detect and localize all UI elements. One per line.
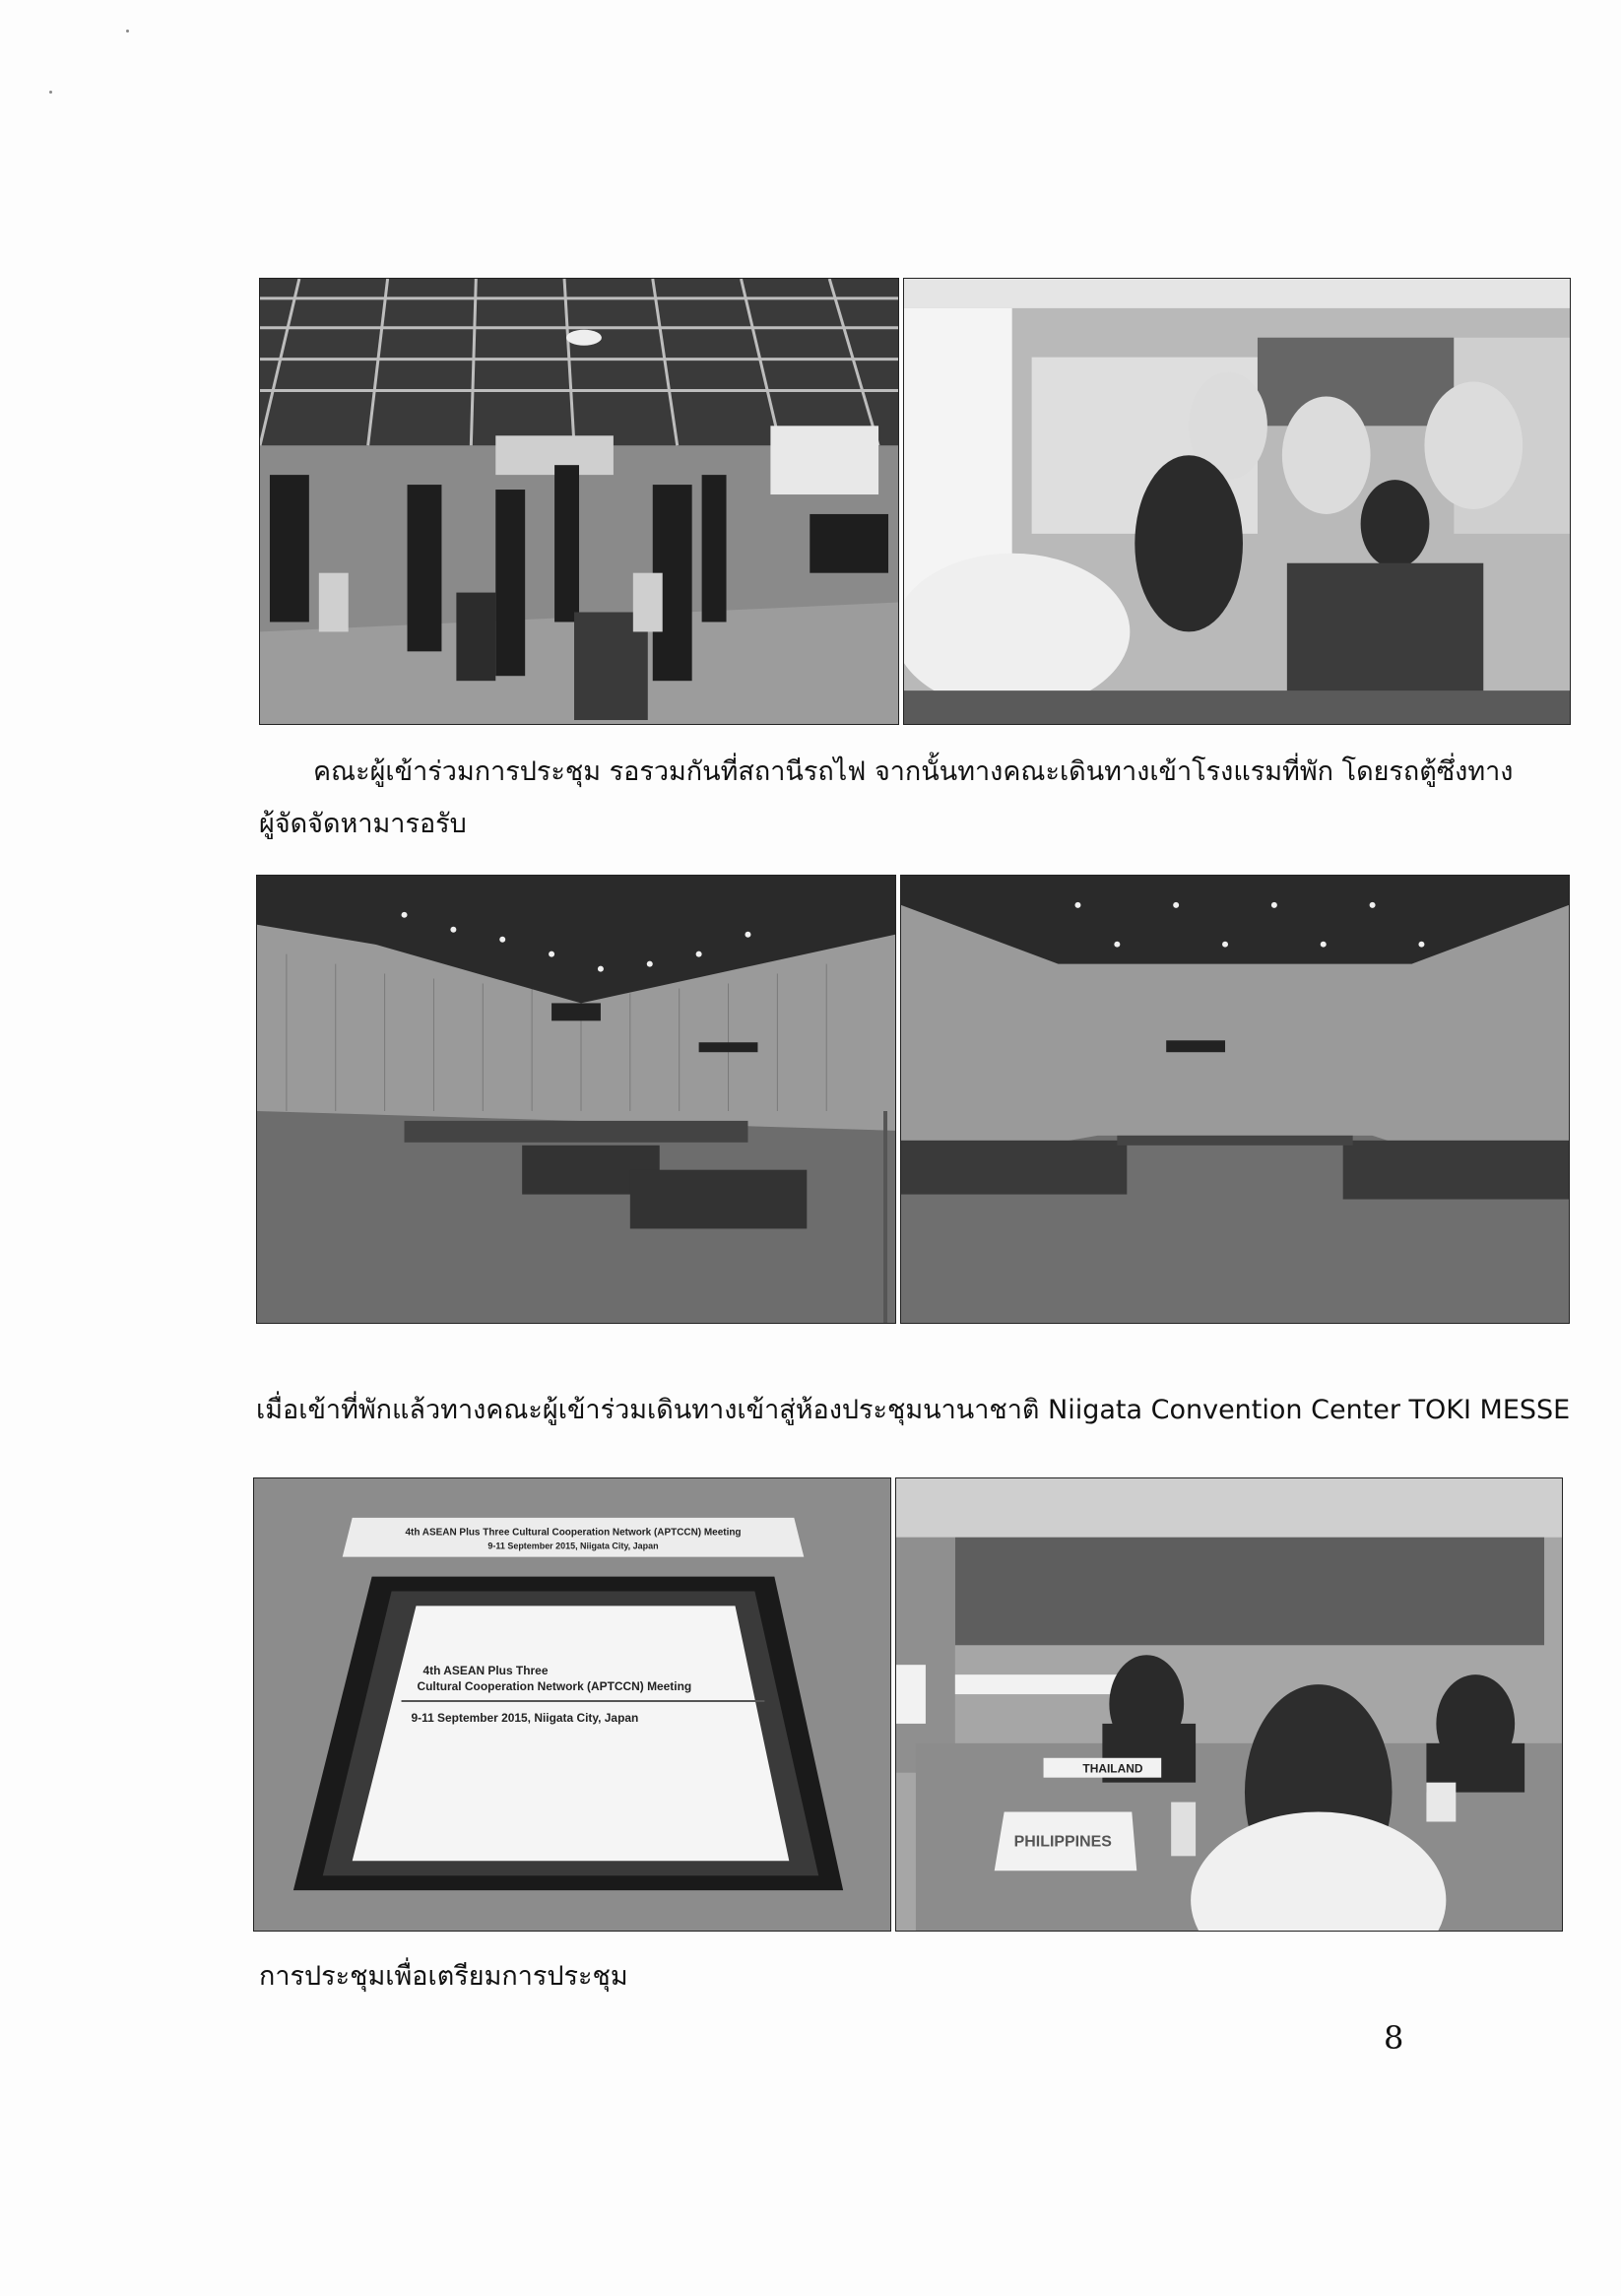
photo-van-interior <box>903 278 1571 725</box>
screen-banner-line2: 9-11 September 2015, Niigata City, Japan <box>487 1541 659 1551</box>
screen-text-line3: 9-11 September 2015, Niigata City, Japan <box>411 1710 639 1725</box>
photo-train-station <box>259 278 899 725</box>
photo-convention-hall-left <box>256 875 896 1324</box>
screen-text-line1: 4th ASEAN Plus Three <box>422 1664 549 1678</box>
scan-speck <box>49 91 52 94</box>
photo-row-convention-hall <box>256 875 1570 1324</box>
nameplate-philippines: PHILIPPINES <box>1013 1833 1112 1851</box>
page-number: 8 <box>1384 2019 1404 2057</box>
scan-speck <box>126 30 129 33</box>
caption-arrival-line1: คณะผู้เข้าร่วมการประชุม รอรวมกันที่สถานีรถไฟ จากนั้นทางคณะเดินทางเข้าโรงแรมที่พัก โดยรถตู้ซึ่งทาง <box>313 756 1514 787</box>
caption-arrival-line2: ผู้จัดจัดหามารอรับ <box>259 809 467 839</box>
photo-row-arrival <box>259 278 1571 725</box>
caption-convention-hall: เมื่อเข้าที่พักแล้วทางคณะผู้เข้าร่วมเดินทางเข้าสู่ห้องประชุมนานาชาติ Niigata Convention Center TOKI MESSE <box>256 1395 1571 1425</box>
caption-preparatory-meeting: การประชุมเพื่อเตรียมการประชุม <box>259 1961 628 1992</box>
photo-meeting-delegates <box>895 1477 1563 1932</box>
screen-banner-line1: 4th ASEAN Plus Three Cultural Cooperation Network (APTCCN) Meeting <box>405 1527 742 1539</box>
photo-convention-hall-right <box>900 875 1570 1324</box>
photo-meeting-screen <box>253 1477 891 1932</box>
nameplate-thailand: THAILAND <box>1082 1761 1143 1776</box>
screen-text-line2: Cultural Cooperation Network (APTCCN) Meeting <box>417 1679 692 1694</box>
photo-row-preparatory-meeting <box>253 1477 1563 1932</box>
